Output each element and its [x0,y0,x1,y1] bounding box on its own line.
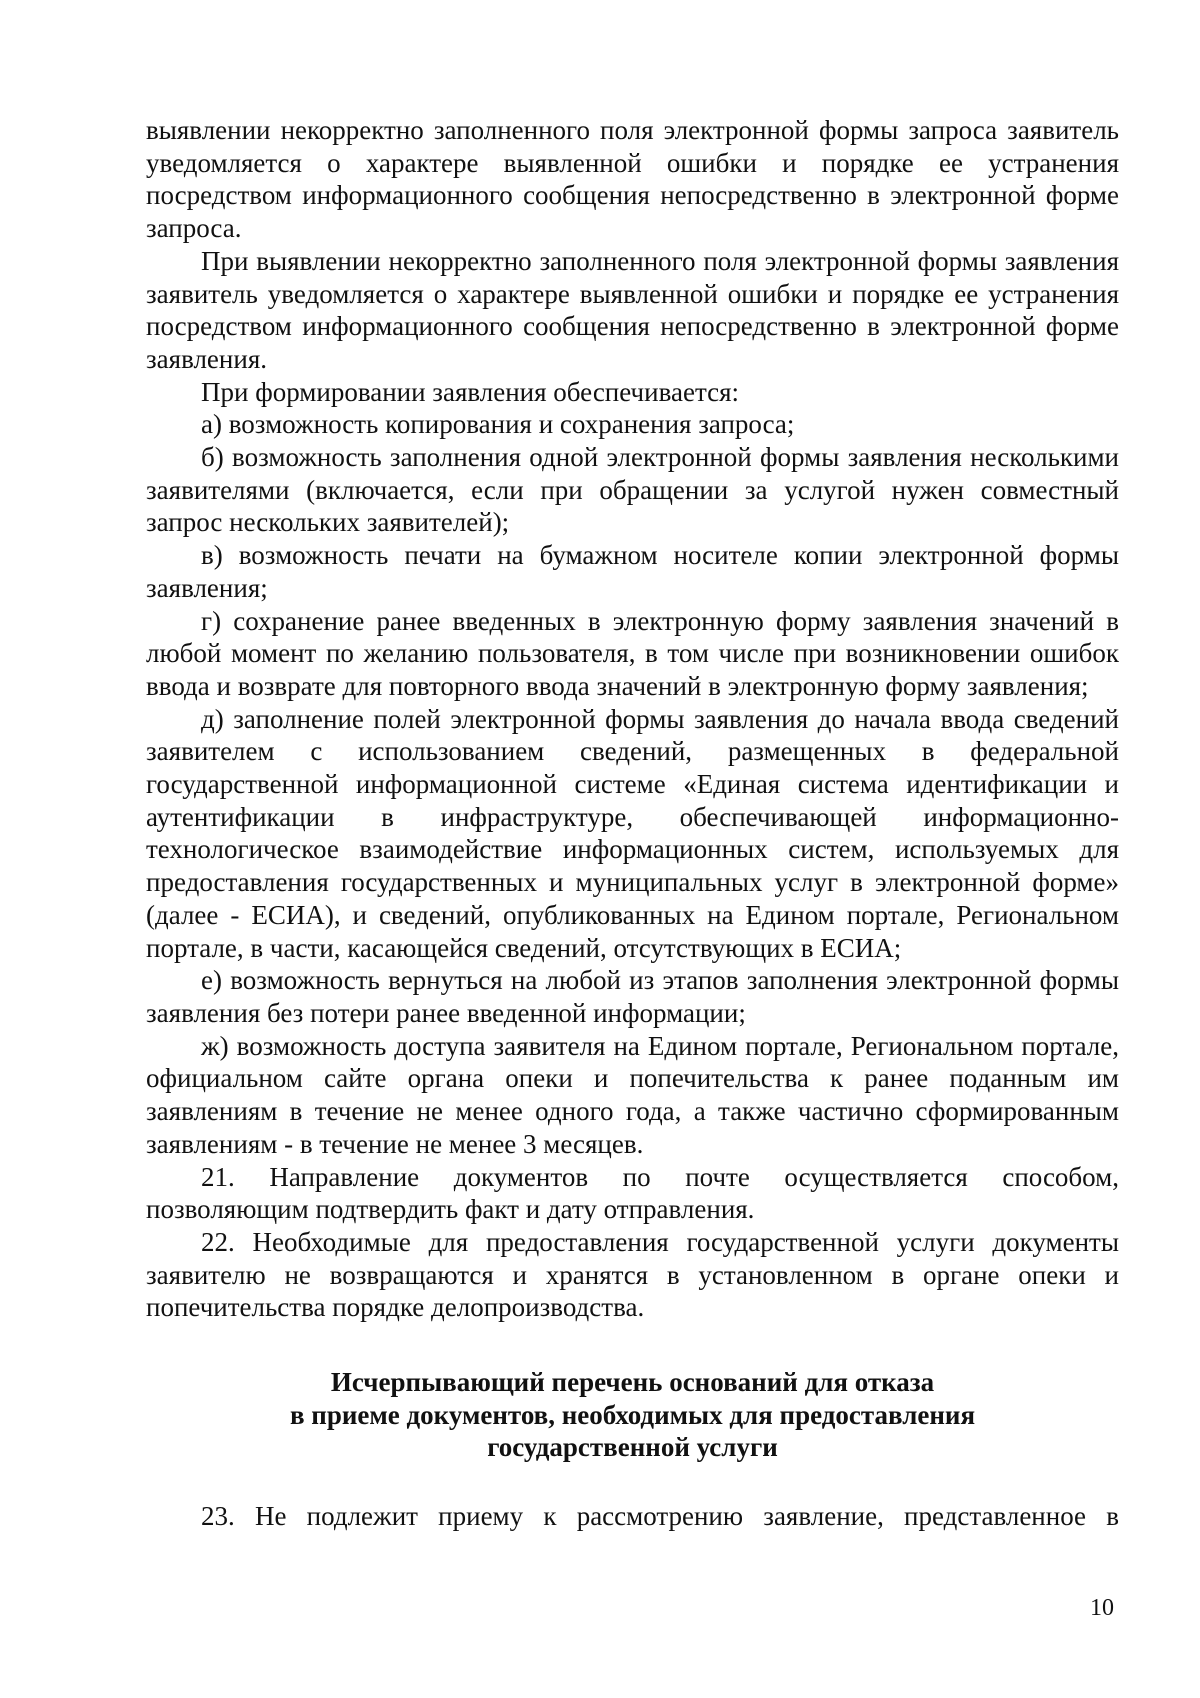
paragraph: выявлении некорректно заполненного поля электронной формы запроса заявитель уведомляется о характере выявленной ошибки и порядке ее устранения посредством информационного сообщения непосредственно в электронной форме запроса. [146,115,1119,244]
section-heading-line: государственной услуги [487,1432,778,1463]
list-item-d: д) заполнение полей электронной формы заявления до начала ввода сведений заявителем с использованием сведений, размещенных в федеральной государственной информационной системе «Единая система идентификации и аутентификации в инфраструктуре, обеспечивающей информационно-технологическое взаимодействие информационных систем, используемых для предоставления государственных и муниципальных услуг в электронной форме» (далее - ЕСИА), и сведений, опубликованных на Едином портале, Региональном портале, в части, касающейся сведений, отсутствующих в ЕСИА; [146,703,1119,963]
section-heading [146,1366,1119,1464]
paragraph: При формировании заявления обеспечивается: [201,376,739,407]
list-item-zh: ж) возможность доступа заявителя на Едином портале, Региональном портале, официальном сайте органа опеки и попечительства к ранее поданным им заявлениям в течение не менее одного года, а также частично сформированным заявлениям - в течение не менее 3 месяцев. [146,1030,1119,1159]
paragraph: При выявлении некорректно заполненного поля электронной формы заявления заявитель уведомляется о характере выявленной ошибки и порядке ее устранения посредством информационного сообщения непосредственно в электронной форме заявления. [146,245,1119,374]
clause-22: 22. Необходимые для предоставления государственной услуги документы заявителю не возвращаются и хранятся в установленном в органе опеки и попечительства порядке делопроизводства. [146,1226,1119,1323]
page-number: 10 [1090,1595,1114,1621]
list-item-b: б) возможность заполнения одной электронной формы заявления несколькими заявителями (включается, если при обращении за услугой нужен совместный запрос нескольких заявителей); [146,442,1119,538]
clause-21: 21. Направление документов по почте осуществляется способом, позволяющим подтвердить факт и дату отправления. [146,1161,1119,1225]
list-item-a: а) возможность копирования и сохранения запроса; [201,409,795,440]
section-heading-line: Исчерпывающий перечень оснований для отказа [330,1367,935,1398]
list-item-v: в) возможность печати на бумажном носителе копии электронной формы заявления; [146,540,1119,603]
list-item-e: е) возможность вернуться на любой из этапов заполнения электронной формы заявления без потери ранее введенной информации; [146,965,1119,1028]
list-item-g: г) сохранение ранее введенных в электронную форму заявления значений в любой момент по желанию пользователя, в том числе при возникновении ошибок ввода и возврате для повторного ввода значений в электронную форму заявления; [146,605,1119,701]
clause-23: 23. Не подлежит приему к рассмотрению заявление, представленное в [201,1501,1119,1532]
section-heading-line: в приеме документов, необходимых для предоставления [289,1399,976,1430]
document-body [146,114,1119,1533]
